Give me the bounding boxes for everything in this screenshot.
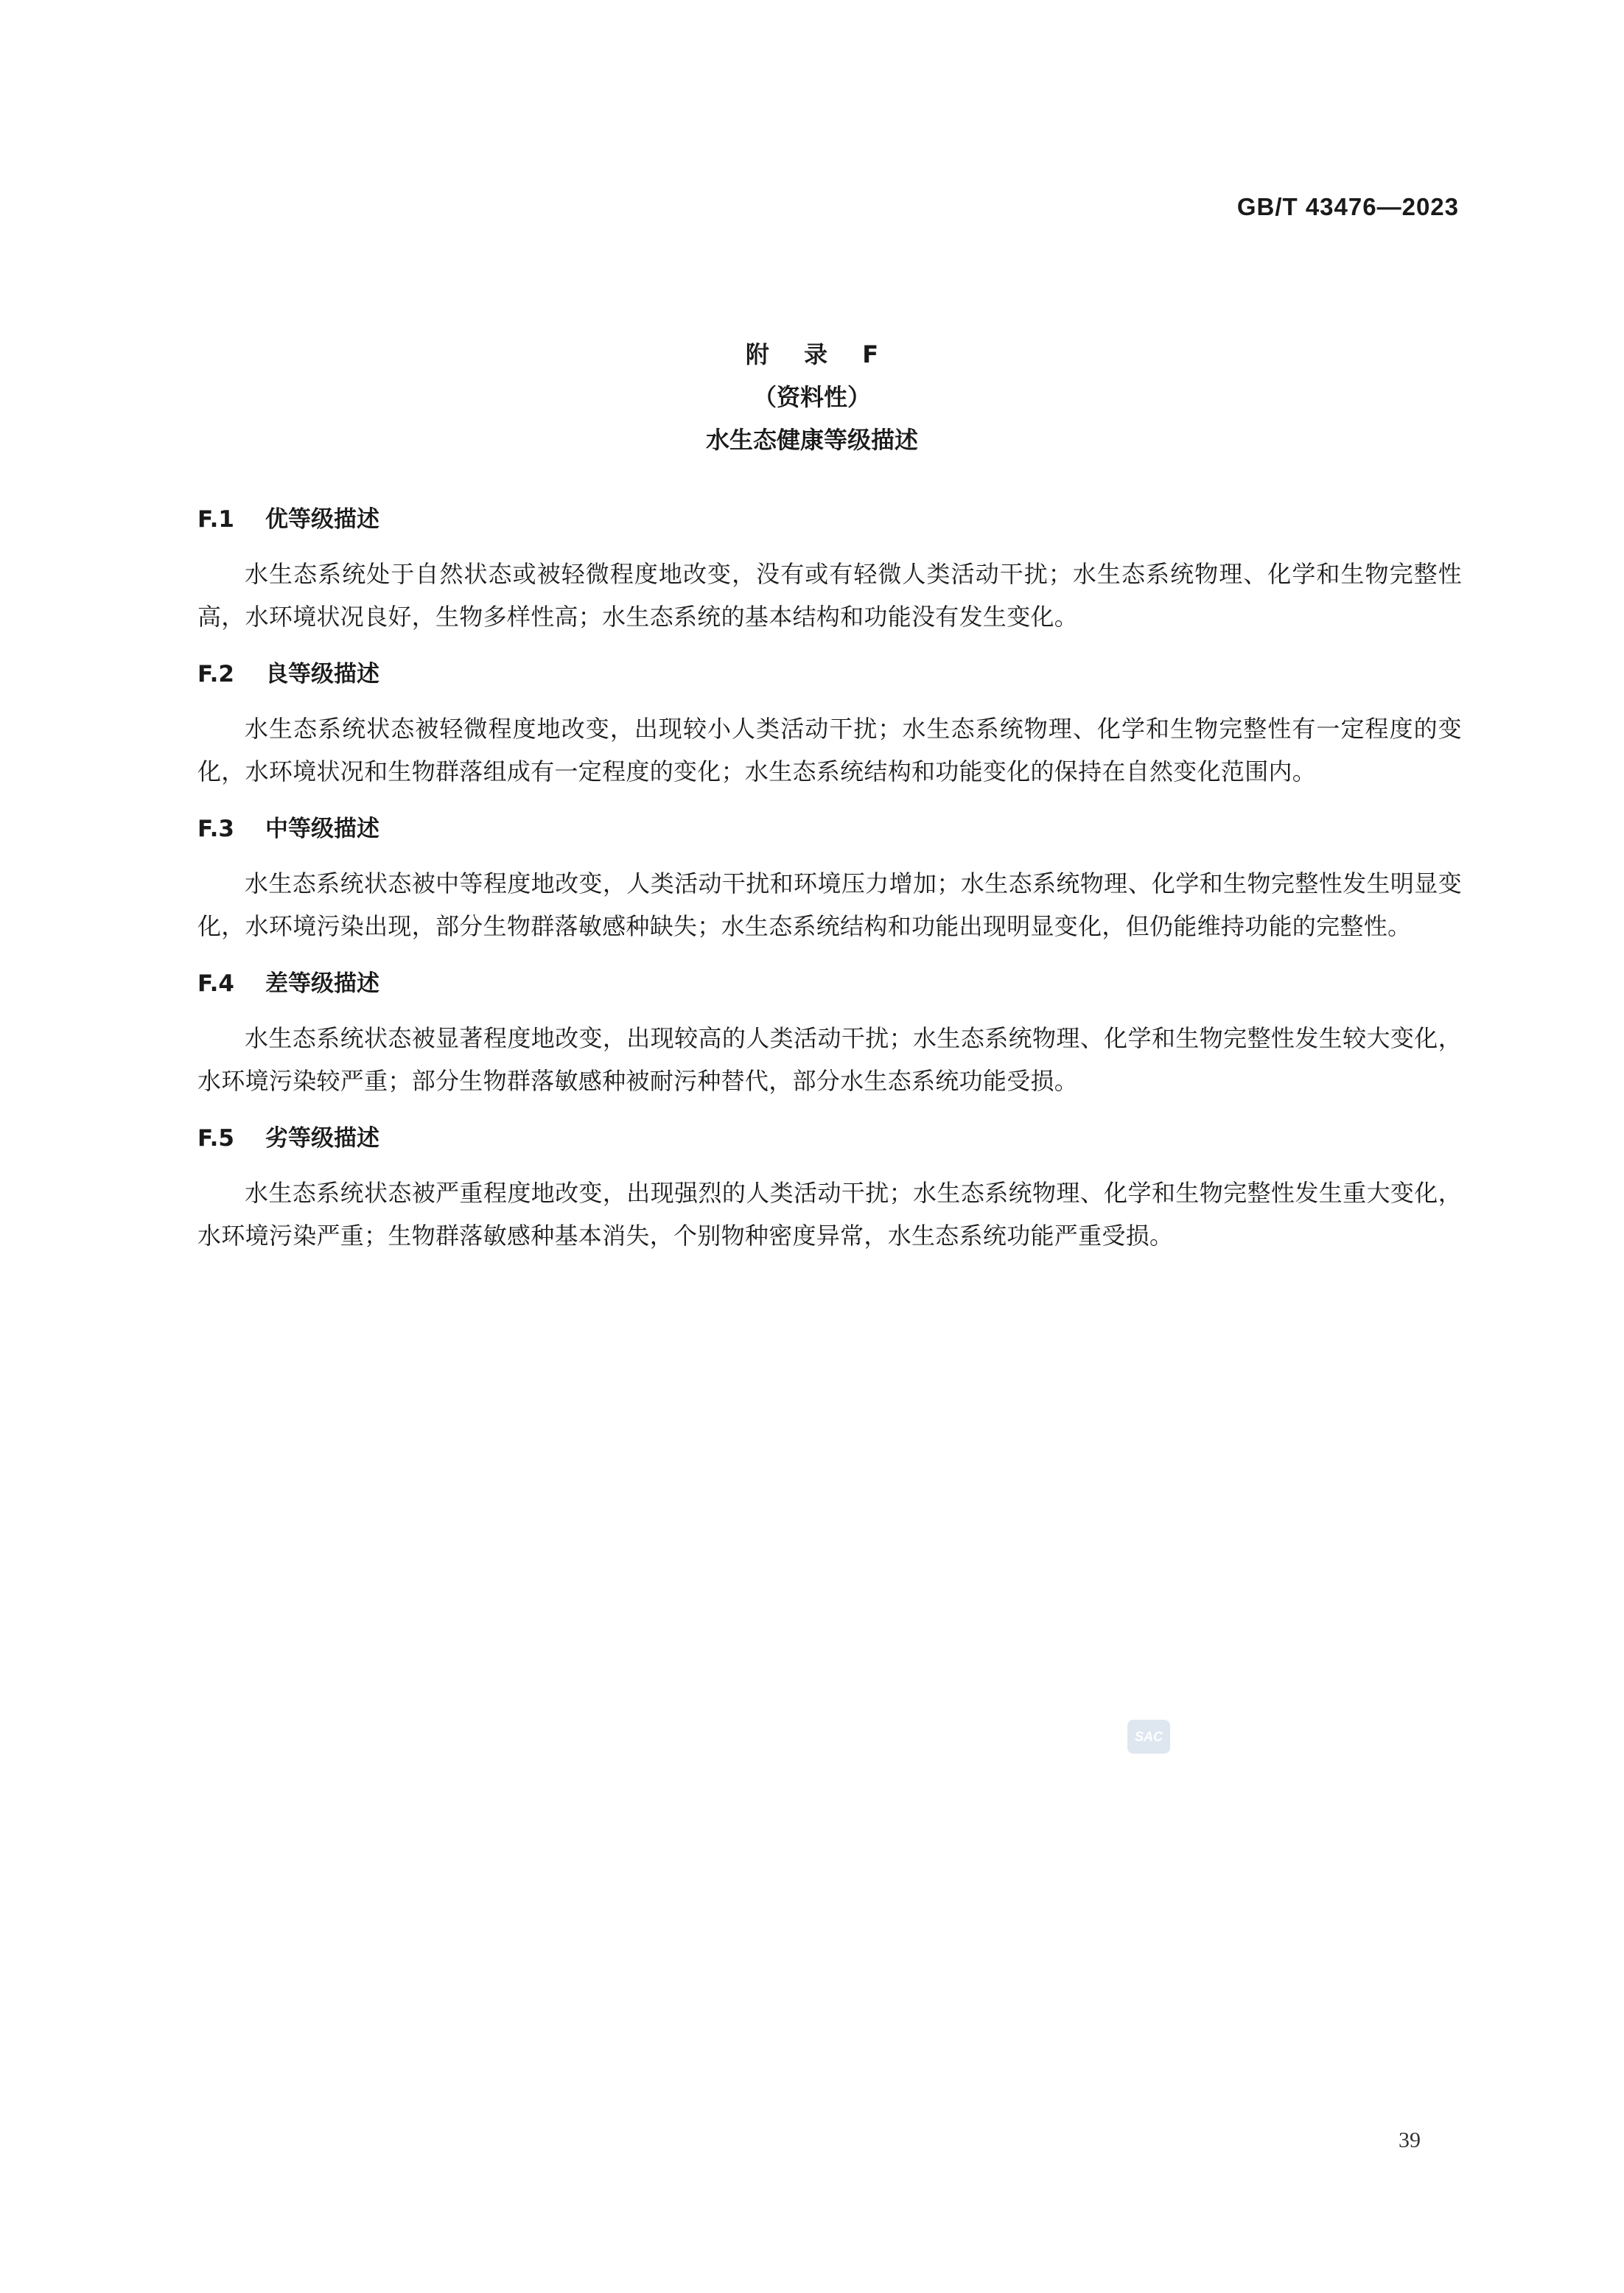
section-number: F.2 <box>197 661 234 687</box>
section-heading-f1 <box>197 501 1462 538</box>
document-body <box>197 501 1462 1257</box>
section-paragraph-f1: 水生态系统处于自然状态或被轻微程度地改变，没有或有轻微人类活动干扰；水生态系统物理、化学和生物完整性高，水环境状况良好，生物多样性高；水生态系统的基本结构和功能没有发生变化。 <box>197 560 1462 631</box>
section-heading-f3 <box>197 811 1462 847</box>
section-number: F.1 <box>197 506 234 533</box>
section-heading-f5 <box>197 1120 1462 1157</box>
section-number: F.5 <box>197 1125 234 1152</box>
section-title: 中等级描述 <box>265 816 379 842</box>
section-paragraph-f3: 水生态系统状态被中等程度地改变，人类活动干扰和环境压力增加；水生态系统物理、化学和生物完整性发生明显变化，水环境污染出现，部分生物群落敏感种缺失；水生态系统结构和功能出现明显变化，但仍能维持功能的完整性。 <box>197 869 1462 940</box>
section-heading-f2 <box>197 656 1462 693</box>
annex-title: 水生态健康等级描述 <box>705 426 918 454</box>
section-paragraph-f2: 水生态系统状态被轻微程度地改变，出现较小人类活动干扰；水生态系统物理、化学和生物完整性有一定程度的变化，水环境状况和生物群落组成有一定程度的变化；水生态系统结构和功能变化的保持在自然变化范围内。 <box>197 715 1462 785</box>
section-number: F.4 <box>197 970 234 997</box>
annex-type: （资料性） <box>752 383 871 411</box>
section-heading-f4 <box>197 965 1462 1002</box>
annex-label: 附 录 F <box>745 340 892 368</box>
standard-number: GB/T 43476—2023 <box>1236 193 1459 220</box>
page-number: 39 <box>1399 2128 1421 2152</box>
section-number: F.3 <box>197 816 234 842</box>
section-paragraph-f5: 水生态系统状态被严重程度地改变，出现强烈的人类活动干扰；水生态系统物理、化学和生物完整性发生重大变化，水环境污染严重；生物群落敏感种基本消失，个别物种密度异常，水生态系统功能严重受损。 <box>197 1179 1462 1250</box>
section-title: 差等级描述 <box>265 970 379 997</box>
section-title: 劣等级描述 <box>265 1125 379 1152</box>
watermark-logo: SAC <box>1127 1720 1170 1754</box>
annex-header <box>0 333 1624 461</box>
section-paragraph-f4: 水生态系统状态被显著程度地改变，出现较高的人类活动干扰；水生态系统物理、化学和生物完整性发生较大变化，水环境污染较严重；部分生物群落敏感种被耐污种替代，部分水生态系统功能受损。 <box>197 1024 1462 1095</box>
section-title: 良等级描述 <box>265 661 379 687</box>
section-title: 优等级描述 <box>265 506 379 533</box>
